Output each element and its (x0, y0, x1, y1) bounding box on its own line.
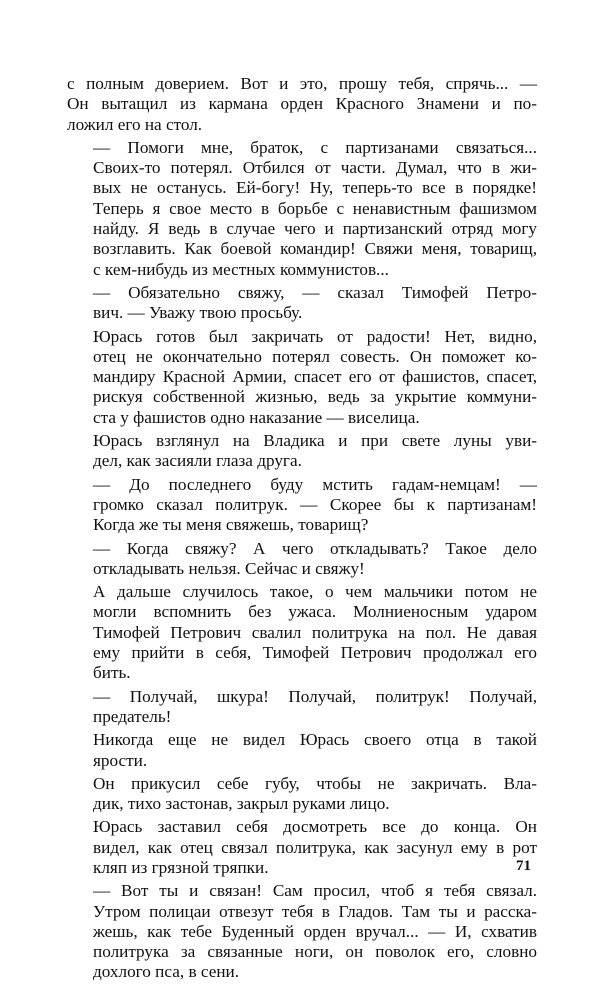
text-line: видел, как отец связал политрука, как засунул ему в рот (93, 837, 537, 857)
text-line: Теперь я свое место в борьбе с ненавистным фашизмом (93, 198, 537, 218)
paragraph (67, 475, 537, 536)
text-line: А дальше случилось такое, о чем мальчики потом не (93, 582, 537, 602)
paragraph (67, 817, 537, 878)
paragraph (67, 431, 537, 472)
text-line: Юрась готов был закричать от радости! Нет, видно, (93, 326, 537, 346)
text-line: Тимофей Петрович свалил политрука на пол. Не давая (93, 622, 537, 642)
text-line: возглавить. Как боевой командир! Свяжи меня, товарищ, (93, 239, 537, 259)
text-line: Когда же ты меня свяжешь, товарищ? (93, 515, 369, 535)
text-line: вич. — Уважу твою просьбу. (93, 303, 303, 323)
text-line: дохлого пса, в сени. (93, 962, 240, 982)
text-line: Он прикусил себе губу, чтобы не закричать. Вла- (93, 773, 537, 793)
page-number: 71 (516, 858, 531, 874)
text-line: — Обязательно свяжу, — сказал Тимофей Петро- (93, 282, 537, 302)
text-line: мандиру Красной Армии, спасет его от фашистов, спасет, (93, 367, 537, 387)
text-line: ста у фашистов одно наказание — виселица. (93, 407, 420, 427)
text-line: вых не останусь. Ей-богу! Ну, теперь-то все в порядке! (93, 178, 537, 198)
page-text (67, 74, 537, 986)
text-line: — Когда свяжу? А чего откладывать? Такое дело (93, 538, 537, 558)
text-line: с кем-нибудь из местных коммунистов... (93, 259, 389, 279)
paragraph (67, 774, 537, 815)
text-line: предатель! (93, 706, 172, 726)
text-line: кляп из грязной тряпки. (93, 857, 269, 877)
text-line: ярости. (93, 750, 148, 770)
text-line: откладывать нельзя. Сейчас и свяжу! (93, 558, 365, 578)
text-line: Юрась заставил себя досмотреть все до конца. Он (93, 817, 537, 837)
text-line: ему прийти в себя, Тимофей Петрович продолжал его (93, 643, 537, 663)
paragraph (67, 881, 537, 982)
text-line: — До последнего буду мстить гадам-немцам! — (93, 474, 537, 494)
paragraph (67, 539, 537, 580)
paragraph (67, 74, 537, 135)
text-line: политрука за связанные ноги, он поволок его, словно (93, 942, 537, 962)
text-line: бить. (93, 663, 131, 683)
text-line: Он вытащил из кармана орден Красного Знамени и по- (67, 94, 537, 114)
text-line: дел, как засияли глаза друга. (93, 451, 302, 471)
text-line: — Получай, шкура! Получай, политрук! Получай, (93, 686, 537, 706)
text-line: жешь, как тебе Буденный орден вручал... — И, схватив (93, 921, 537, 941)
text-line: Утром полицаи отвезут тебя в Гладов. Там ты и расска- (93, 901, 537, 921)
text-line: громко сказал политрук. — Скорее бы к партизанам! (93, 494, 537, 514)
text-line: Своих-то потерял. Отбился от части. Думал, что в жи- (93, 158, 537, 178)
text-line: рискуя собственной жизнью, ведь за укрытие коммуни- (93, 387, 537, 407)
paragraph (67, 283, 537, 324)
text-line: с полным доверием. Вот и это, прошу тебя, спрячь... — (67, 74, 537, 93)
paragraph (67, 687, 537, 728)
text-line: могли вспомнить без ужаса. Молниеносным ударом (93, 602, 537, 622)
paragraph (67, 327, 537, 428)
text-line: Юрась взглянул на Владика и при свете луны уви- (93, 431, 537, 451)
text-line: — Вот ты и связан! Сам просил, чтоб я тебя связал. (93, 881, 537, 901)
paragraph (67, 138, 537, 280)
text-line: отец не окончательно потерял совесть. Он поможет ко- (93, 346, 537, 366)
text-line: ложил его на стол. (67, 114, 203, 134)
paragraph (67, 730, 537, 771)
text-line: дик, тихо застонав, закрыл руками лицо. (93, 794, 390, 814)
text-line: найду. Я ведь в случае чего и партизанский отряд могу (93, 219, 537, 239)
text-line: — Помоги мне, браток, с партизанами связаться... (93, 137, 537, 157)
text-line: Никогда еще не видел Юрась своего отца в такой (93, 730, 537, 750)
paragraph (67, 582, 537, 683)
